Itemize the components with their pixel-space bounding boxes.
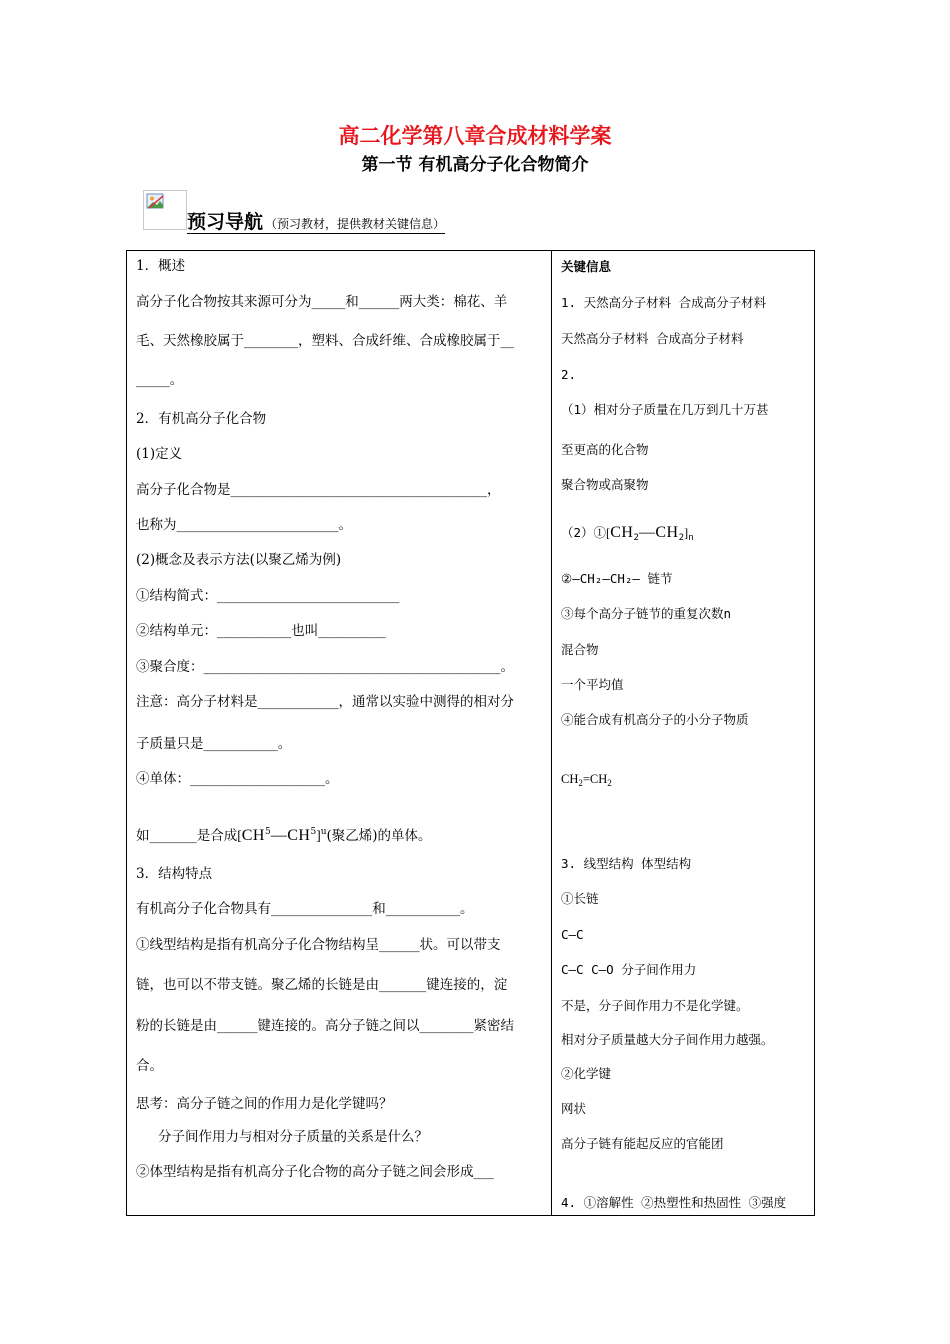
right-line-10: ③每个高分子链节的重复次数n xyxy=(561,606,732,621)
left-line-1: 1．概述 xyxy=(136,258,186,274)
right-line-11: 混合物 xyxy=(561,642,599,657)
monomer-example-suffix: (聚乙烯)的单体。 xyxy=(326,828,432,844)
left-line-13: 注意：高分子材料是____________，通常以实验中测得的相对分 xyxy=(136,694,514,710)
left-line-17: 3．结构特点 xyxy=(136,866,213,882)
left-line-21: 粉的长链是由______键连接的。高分子链之间以________紧密结 xyxy=(136,1018,514,1034)
answer-formula-index-1: 2 xyxy=(633,533,639,543)
document-title: 高二化学第八章合成材料学案 xyxy=(338,124,612,148)
right-line-19: 不是，分子间作用力不是化学键。 xyxy=(561,998,749,1013)
image-placeholder xyxy=(143,190,187,230)
left-line-2: 高分子化合物按其来源可分为_____和______两大类：棉花、羊 xyxy=(136,294,508,310)
left-line-22: 合。 xyxy=(136,1058,163,1074)
column-divider xyxy=(551,250,552,1216)
right-line-3: 天然高分子材料 合成高分子材料 xyxy=(561,331,744,346)
key-info-title: 关键信息 xyxy=(561,259,612,274)
left-line-7: 高分子化合物是______________________________________， xyxy=(136,482,501,498)
left-line-19: ①线型结构是指有机高分子化合物结构呈______状。可以带支 xyxy=(136,937,501,953)
left-line-5: 2．有机高分子化合物 xyxy=(136,411,267,427)
monomer-ch-1: CH xyxy=(561,772,579,786)
answer-formula-index-2: 2 xyxy=(678,533,685,543)
monomer-example-prefix: 如_______是合成 xyxy=(136,828,238,844)
nav-heading-note: （预习教材，提供教材关键信息） xyxy=(265,217,446,231)
right-line-22: 网状 xyxy=(561,1101,587,1116)
left-line-18: 有机高分子化合物具有_______________和___________。 xyxy=(136,901,474,917)
formula-ch-1: CH xyxy=(241,827,265,844)
answer-right-bracket: ] xyxy=(684,526,689,540)
right-line-15: 3. 线型结构 体型结构 xyxy=(561,856,692,871)
right-line-24: 4. ①溶解性 ②热塑性和热固性 ③强度 xyxy=(561,1195,787,1210)
section-subtitle: 第一节 有机高分子化合物简介 xyxy=(361,155,589,175)
left-line-16 xyxy=(136,823,432,845)
right-line-16: ①长链 xyxy=(561,891,599,906)
right-line-23: 高分子链有能起反应的官能团 xyxy=(561,1136,724,1151)
answer-formula-ch-2: CH xyxy=(655,524,679,541)
left-line-4: _____。 xyxy=(136,372,184,388)
left-line-11: ②结构单元：___________也叫__________ xyxy=(136,623,386,639)
answer-2-prefix: （2）① xyxy=(561,525,607,540)
left-bracket: [ xyxy=(237,828,242,843)
left-line-25: ②体型结构是指有机高分子化合物的高分子链之间会形成___ xyxy=(136,1164,494,1180)
right-line-14 xyxy=(561,770,612,792)
right-line-4: 2. xyxy=(561,367,577,382)
left-line-14: 子质量只是___________。 xyxy=(136,736,292,752)
formula-n: u xyxy=(320,827,327,837)
answer-formula-ch-1: CH xyxy=(610,524,634,541)
monomer-index-1: 2 xyxy=(578,778,583,788)
right-line-2: 1. 天然高分子材料 合成高分子材料 xyxy=(561,295,767,310)
left-line-9: (2)概念及表示方法(以聚乙烯为例) xyxy=(136,552,342,568)
right-line-18: C—C C—O 分子间作用力 xyxy=(561,962,697,977)
left-line-12: ③聚合度：____________________________________________。 xyxy=(136,659,514,675)
right-line-9: ②—CH₂—CH₂— 链节 xyxy=(561,571,673,586)
formula-ch-2: CH xyxy=(287,827,311,844)
right-line-12: 一个平均值 xyxy=(561,677,624,692)
nav-heading-label: 预习导航 xyxy=(187,211,264,233)
right-line-7: 聚合物或高聚物 xyxy=(561,477,649,492)
left-line-6: (1)定义 xyxy=(136,446,183,462)
formula-dash: — xyxy=(270,827,288,844)
right-line-17: C—C xyxy=(561,927,584,942)
preview-navigation-heading xyxy=(187,207,445,234)
left-line-15: ④单体：____________________。 xyxy=(136,771,339,787)
monomer-ch-2: =CH xyxy=(582,772,608,786)
left-line-3: 毛、天然橡胶属于________，塑料、合成纤维、合成橡胶属于__ xyxy=(136,333,514,349)
right-line-8 xyxy=(561,524,694,547)
right-line-5: （1）相对分子质量在几万到几十万甚 xyxy=(561,402,769,417)
left-line-8: 也称为________________________。 xyxy=(136,517,352,533)
formula-index-2: 5 xyxy=(310,827,317,837)
right-line-20: 相对分子质量越大分子间作用力越强。 xyxy=(561,1032,774,1047)
answer-left-bracket: [ xyxy=(606,526,611,540)
left-line-24: 分子间作用力与相对分子质量的关系是什么？ xyxy=(158,1129,428,1145)
formula-index-1: 5 xyxy=(264,827,271,837)
monomer-index-2: 2 xyxy=(607,778,612,788)
answer-formula-dash: — xyxy=(638,524,656,541)
study-table xyxy=(126,250,815,1216)
left-line-23: 思考：高分子链之间的作用力是化学键吗？ xyxy=(136,1096,393,1112)
right-line-21: ②化学键 xyxy=(561,1066,612,1081)
left-line-10: ①结构简式：___________________________ xyxy=(136,588,400,604)
broken-image-icon xyxy=(146,193,166,213)
right-line-13: ④能合成有机高分子的小分子物质 xyxy=(561,712,749,727)
right-bracket: ] xyxy=(316,828,321,843)
left-line-20: 链，也可以不带支链。聚乙烯的长链是由_______键连接的，淀 xyxy=(136,977,508,993)
right-line-6: 至更高的化合物 xyxy=(561,442,649,457)
answer-formula-n: n xyxy=(688,533,694,543)
